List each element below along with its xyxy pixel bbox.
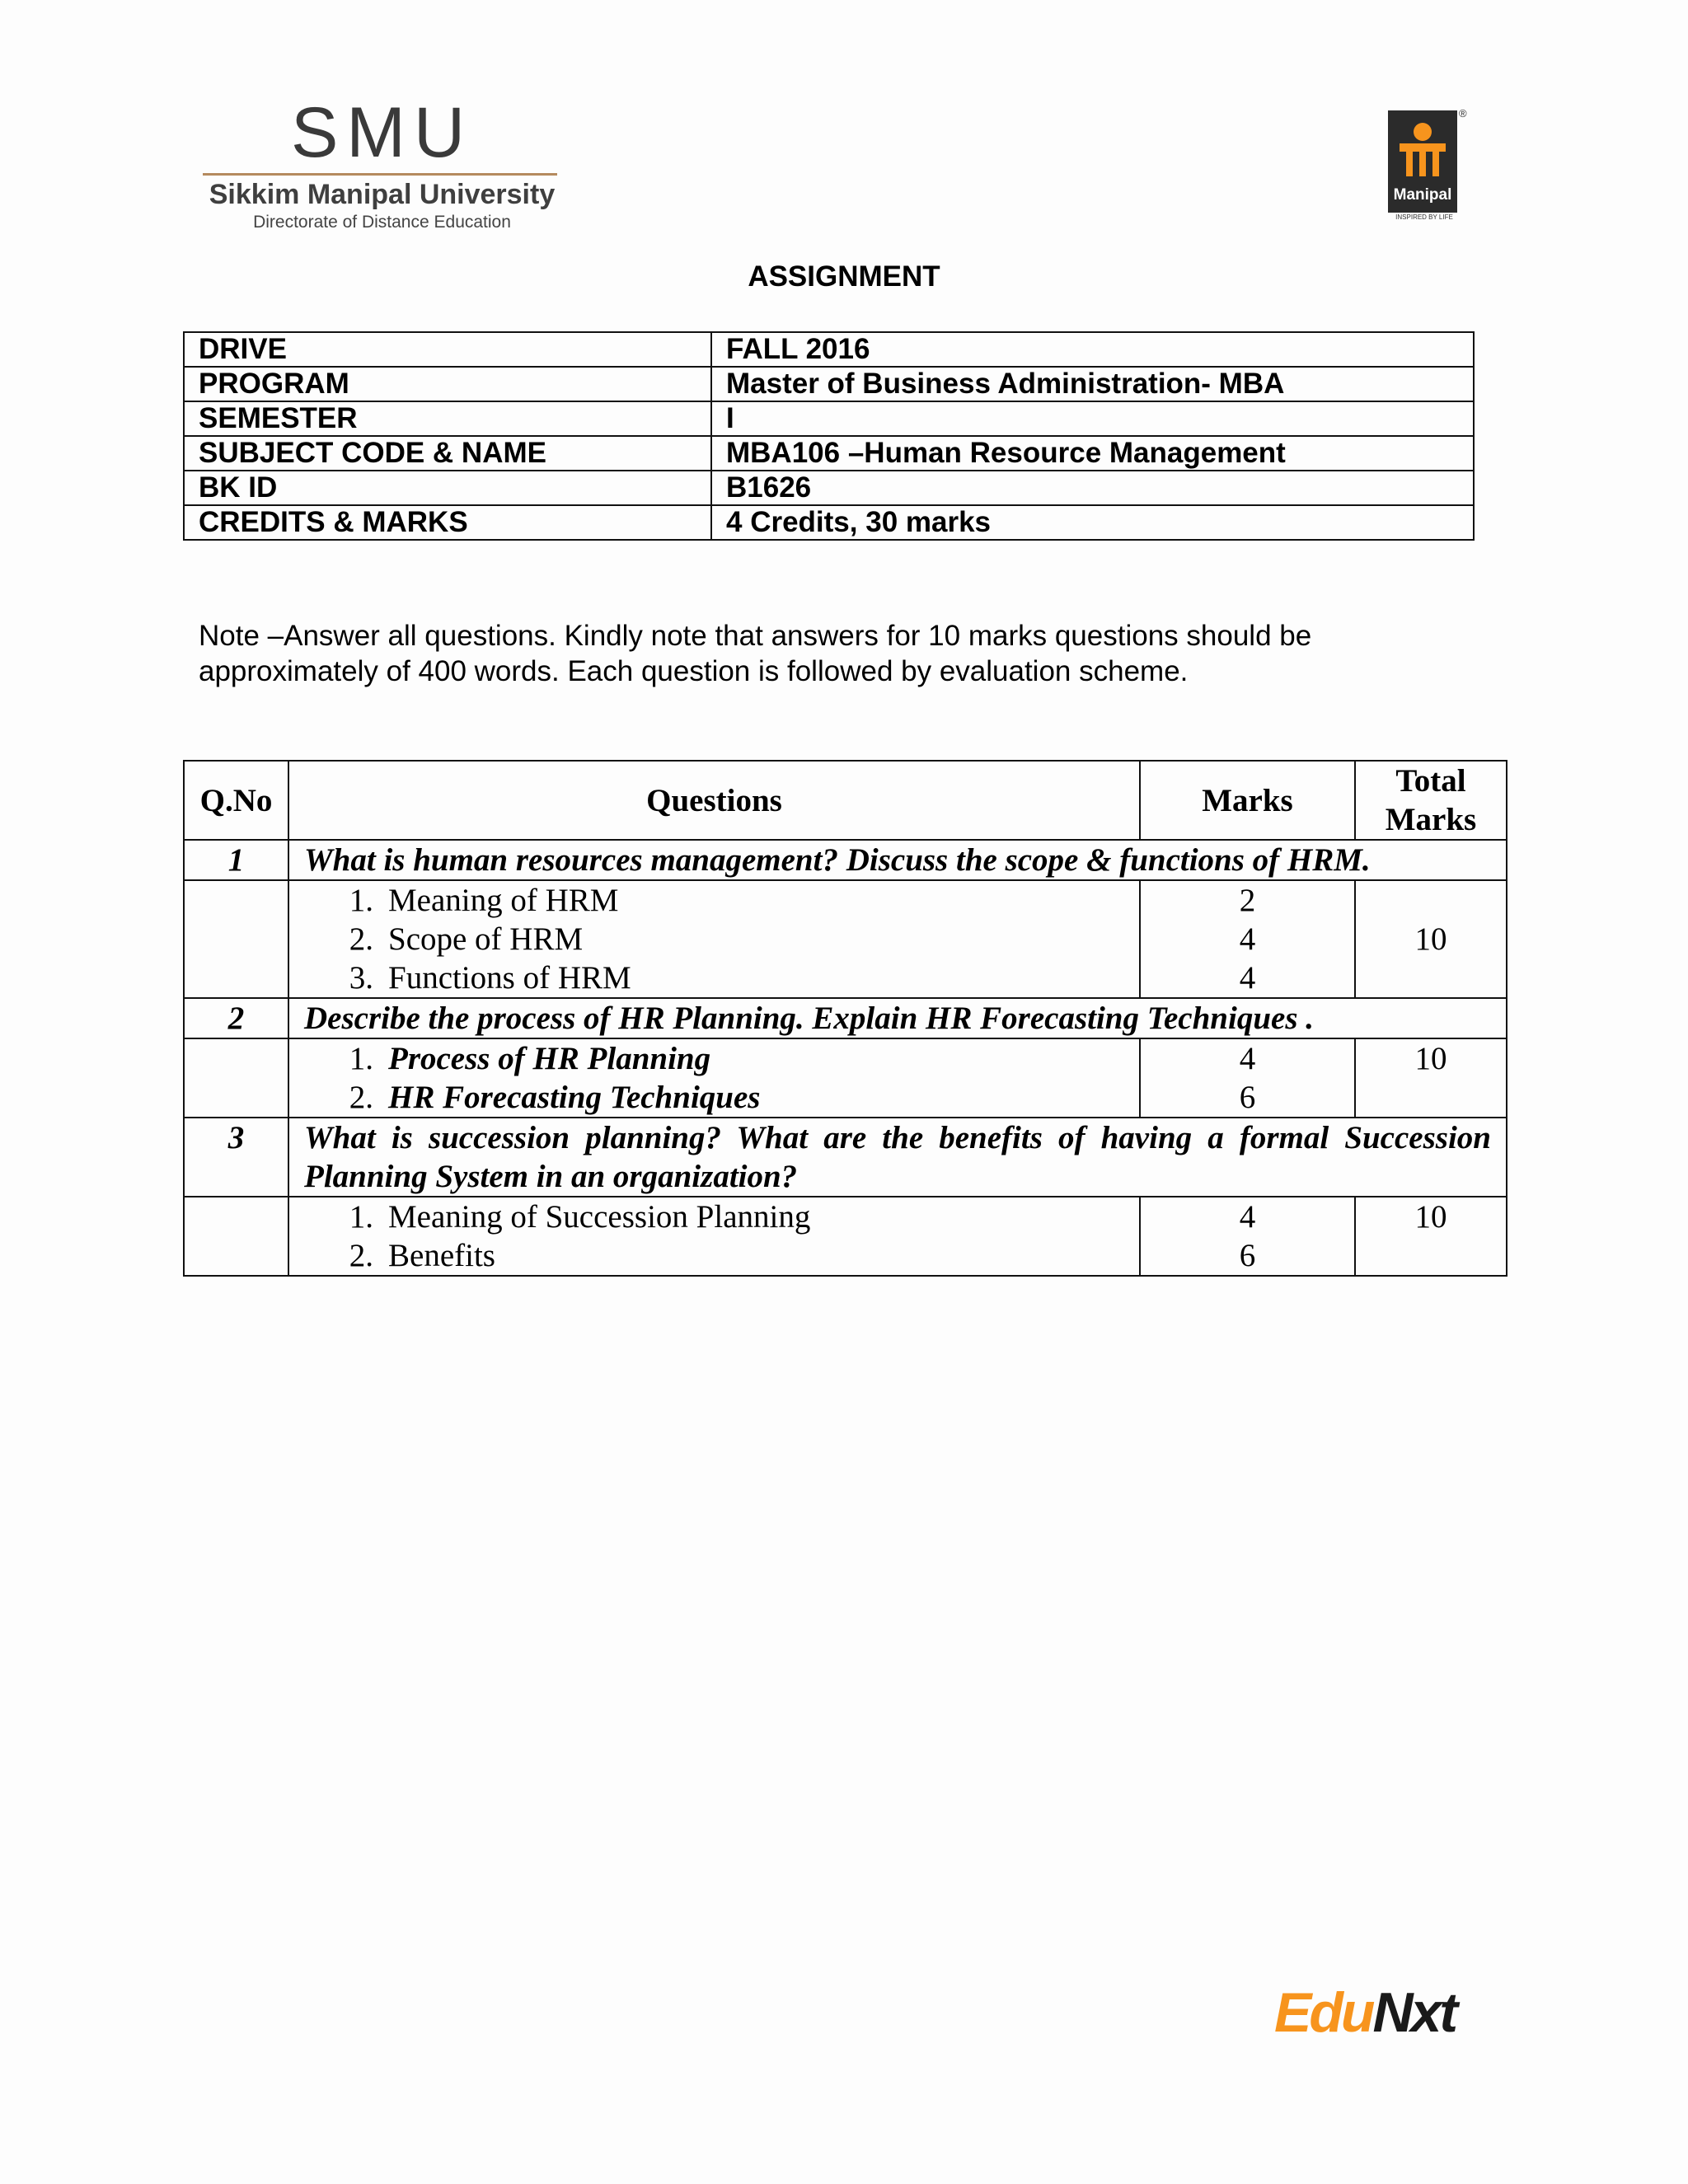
info-value: 4 Credits, 30 marks	[711, 505, 1474, 540]
mark-value: 2	[1239, 883, 1256, 918]
item-number: 3.	[349, 960, 373, 996]
smu-logo-rule	[203, 173, 557, 176]
evaluation-row	[184, 880, 1507, 998]
total-marks: 10	[1355, 1038, 1507, 1118]
manipal-emblem-icon	[1388, 110, 1457, 186]
evaluation-items	[288, 1197, 1140, 1276]
empty-cell	[184, 1038, 288, 1118]
item-label: Meaning of HRM	[388, 883, 619, 918]
evaluation-item	[289, 1039, 1139, 1078]
department-name: Directorate of Distance Education	[253, 213, 511, 232]
question-row	[184, 998, 1507, 1038]
item-label: HR Forecasting Techniques	[388, 1080, 761, 1115]
smu-logo	[203, 93, 561, 232]
item-number: 2.	[349, 1238, 373, 1273]
evaluation-item	[289, 920, 1139, 958]
info-value: B1626	[711, 471, 1474, 505]
info-value: MBA106 –Human Resource Management	[711, 436, 1474, 471]
evaluation-item	[289, 1236, 1139, 1275]
mark-value: 6	[1239, 1238, 1256, 1273]
edunxt-logo	[1274, 1980, 1489, 2046]
evaluation-row	[184, 1197, 1507, 1276]
mark-value: 4	[1239, 921, 1256, 957]
column-header-total-marks	[1355, 761, 1507, 840]
evaluation-item	[289, 958, 1139, 997]
question-number: 3	[184, 1118, 288, 1197]
table-header-row	[184, 761, 1507, 840]
info-label: DRIVE	[184, 332, 711, 367]
item-label: Benefits	[388, 1238, 495, 1273]
item-number: 1.	[349, 1199, 373, 1235]
column-header-questions: Questions	[288, 761, 1140, 840]
column-header-marks: Marks	[1140, 761, 1355, 840]
manipal-name: Manipal	[1393, 186, 1452, 204]
item-marks	[1140, 880, 1355, 998]
edunxt-logo-edu: Edu	[1274, 1981, 1373, 2044]
total-header-line2: Marks	[1385, 802, 1477, 837]
column-header-qno: Q.No	[184, 761, 288, 840]
item-marks	[1140, 1038, 1355, 1118]
edunxt-logo-nxt: Nxt	[1372, 1981, 1456, 2044]
evaluation-item	[289, 1078, 1139, 1117]
mark-value: 4	[1239, 1199, 1256, 1235]
question-text: What is human resources management? Discuss the scope & functions of HRM.	[288, 840, 1507, 880]
evaluation-item	[289, 881, 1139, 920]
info-label: BK ID	[184, 471, 711, 505]
instructions-note: Note –Answer all questions. Kindly note that answers for 10 marks questions should be approximately of 400 words. Each question is followed by evaluation scheme.	[199, 620, 1312, 687]
question-number: 2	[184, 998, 288, 1038]
manipal-logo	[1386, 107, 1467, 223]
info-label: PROGRAM	[184, 367, 711, 401]
item-marks	[1140, 1197, 1355, 1276]
info-row-program	[184, 367, 1474, 401]
university-name: Sikkim Manipal University	[209, 179, 556, 210]
item-label: Meaning of Succession Planning	[388, 1199, 811, 1235]
item-label: Scope of HRM	[388, 921, 584, 957]
info-value: FALL 2016	[711, 332, 1474, 367]
info-row-subject	[184, 436, 1474, 471]
evaluation-item	[289, 1197, 1139, 1236]
item-number: 1.	[349, 883, 373, 918]
info-row-drive	[184, 332, 1474, 367]
question-row	[184, 1118, 1507, 1197]
item-number: 2.	[349, 1080, 373, 1115]
registered-mark: ®	[1459, 107, 1467, 120]
smu-logo-mark: SMU	[290, 93, 474, 172]
item-number: 1.	[349, 1041, 373, 1076]
item-label: Functions of HRM	[388, 960, 631, 996]
question-text: Describe the process of HR Planning. Explain HR Forecasting Techniques .	[288, 998, 1507, 1038]
mark-value: 4	[1239, 1041, 1256, 1076]
info-label: SUBJECT CODE & NAME	[184, 436, 711, 471]
evaluation-items	[288, 1038, 1140, 1118]
empty-cell	[184, 1197, 288, 1276]
mark-value: 4	[1239, 960, 1256, 996]
info-row-bk-id	[184, 471, 1474, 505]
page-title: ASSIGNMENT	[748, 260, 940, 293]
info-row-semester	[184, 401, 1474, 436]
questions-table	[183, 760, 1507, 1277]
evaluation-row	[184, 1038, 1507, 1118]
info-row-credits	[184, 505, 1474, 540]
question-number: 1	[184, 840, 288, 880]
question-row	[184, 840, 1507, 880]
assignment-info-table	[183, 331, 1475, 541]
total-marks: 10	[1355, 880, 1507, 998]
info-value: Master of Business Administration- MBA	[711, 367, 1474, 401]
question-text: What is succession planning? What are the benefits of having a formal Succession Planning System in an organization?	[288, 1118, 1507, 1197]
info-label: CREDITS & MARKS	[184, 505, 711, 540]
item-number: 2.	[349, 921, 373, 957]
empty-cell	[184, 880, 288, 998]
mark-value: 6	[1239, 1080, 1256, 1115]
info-label: SEMESTER	[184, 401, 711, 436]
total-header-line1: Total	[1395, 763, 1466, 799]
item-label: Process of HR Planning	[388, 1041, 711, 1076]
info-value: I	[711, 401, 1474, 436]
evaluation-items	[288, 880, 1140, 998]
total-marks: 10	[1355, 1197, 1507, 1276]
manipal-tagline: INSPIRED BY LIFE	[1395, 213, 1453, 221]
